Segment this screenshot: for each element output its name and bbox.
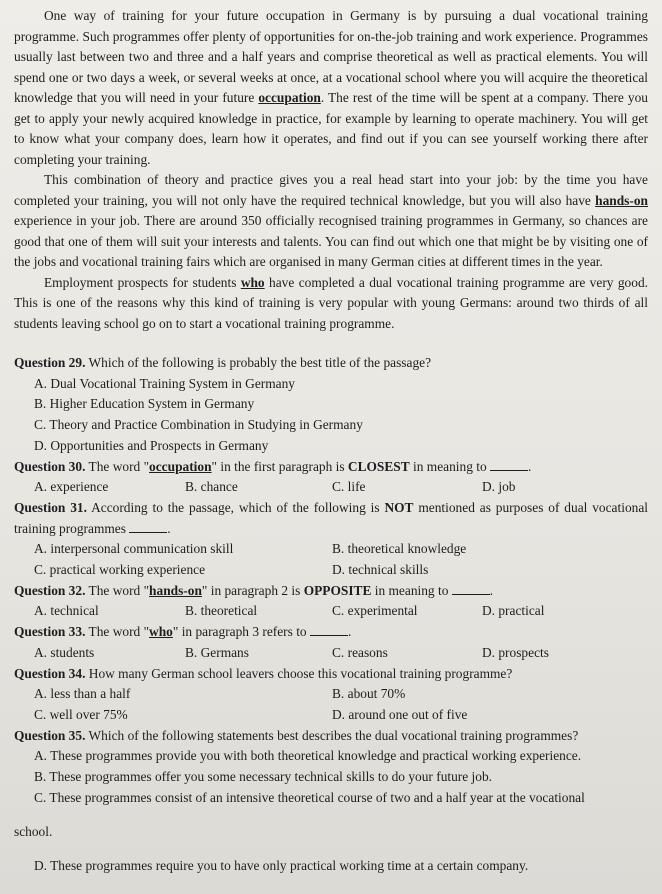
option-c[interactable]: C. These programmes consist of an intensive theoretical course of two and a half year at the vocational xyxy=(34,789,585,805)
text-run: Employment prospects for students xyxy=(44,274,241,290)
option-c-continuation: school. xyxy=(14,823,53,839)
passage-paragraph-1 xyxy=(14,6,648,170)
option-a[interactable]: A. interpersonal communication skill xyxy=(34,541,234,557)
question-label: Question 33. xyxy=(14,624,86,640)
option-d[interactable]: D. job xyxy=(482,479,516,495)
question-label: Question 34. xyxy=(14,665,86,681)
stem-text: in meaning to xyxy=(371,582,449,598)
option-b[interactable]: B. chance xyxy=(185,479,238,495)
question-label: Question 32. xyxy=(14,582,86,598)
stem-text: " in paragraph 2 is xyxy=(201,582,304,598)
option-d[interactable]: D. prospects xyxy=(482,644,549,660)
stem-text: . xyxy=(528,458,532,474)
underlined-word-occupation: occupation xyxy=(258,90,321,105)
option-d[interactable]: D. Opportunities and Prospects in Germany xyxy=(34,437,269,453)
target-word: occupation xyxy=(149,458,212,474)
option-b[interactable]: B. theoretical xyxy=(185,603,258,619)
question-label: Question 31. xyxy=(14,499,87,515)
option-c[interactable]: C. experimental xyxy=(332,603,418,619)
option-a[interactable]: A. Dual Vocational Training System in Germany xyxy=(34,375,295,391)
option-a[interactable]: A. students xyxy=(34,644,95,660)
question-34 xyxy=(14,664,648,726)
question-label: Question 30. xyxy=(14,458,86,474)
question-label: Question 29. xyxy=(14,355,86,370)
question-33 xyxy=(14,622,648,663)
answer-blank xyxy=(490,460,528,471)
stem-text: The word " xyxy=(85,582,150,598)
option-d[interactable]: D. These programmes require you to have only practical working time at a certain company. xyxy=(34,857,529,873)
option-a[interactable]: A. technical xyxy=(34,603,99,619)
target-word: who xyxy=(149,624,173,640)
underlined-word-who: who xyxy=(240,274,265,290)
option-d[interactable]: D. practical xyxy=(482,603,545,619)
question-stem: How many German school leavers choose this vocational training programme? xyxy=(85,665,513,681)
stem-text: . xyxy=(347,624,352,640)
stem-text: . xyxy=(489,582,494,598)
question-stem: Which of the following statements best describes the dual vocational training programmes? xyxy=(85,727,579,743)
option-c[interactable]: C. well over 75% xyxy=(34,706,128,722)
option-a[interactable]: A. less than a half xyxy=(34,686,131,702)
stem-text: mentioned as purposes of dual vocational training programmes xyxy=(14,499,648,536)
option-a[interactable]: A. experience xyxy=(34,479,109,495)
question-30 xyxy=(14,457,648,498)
question-35 xyxy=(14,726,648,877)
answer-blank xyxy=(452,584,490,595)
question-29 xyxy=(14,353,648,457)
option-c[interactable]: C. life xyxy=(332,479,366,495)
target-word: hands-on xyxy=(149,582,202,598)
option-d[interactable]: D. around one out of five xyxy=(332,706,468,722)
option-b[interactable]: B. Germans xyxy=(185,644,249,660)
stem-text: The word " xyxy=(85,458,150,474)
question-32 xyxy=(14,581,648,622)
text-run: . The rest of the time will be spent at a company. There you get to apply your newly acquired knowledge in practice, for example by learning to operate machinery. You will get to know what your company does, learn how it operates, and find out if you can see yourself working there after completing your training. xyxy=(14,90,648,167)
key-word: OPPOSITE xyxy=(303,582,372,598)
option-c[interactable]: C. Theory and Practice Combination in Studying in Germany xyxy=(34,417,363,433)
stem-text: According to the passage, which of the following is xyxy=(86,499,385,515)
answer-blank xyxy=(310,625,348,636)
text-run: One way of training for your future occupation in Germany is by pursuing a dual vocational training programme. Such programmes offer plenty of opportunities for on-the-job training and work experience. Programmes usually last between two and three and a half years and comprise theoretical as well as practical elements. You will spend one or two days a week, or several weeks at once, at a vocational school where you will acquire the theoretical knowledge that you will need in your future xyxy=(14,8,648,105)
option-b[interactable]: B. Higher Education System in Germany xyxy=(34,396,255,412)
text-run: experience in your job. There are around 350 officially recognised training programmes in Germany, so chances are good that one of them will suit your interests and talents. You can find out which one that might be by visiting one of the jobs and vocational training fairs which are organised in many German cities at different times in the year. xyxy=(14,213,648,269)
underlined-word-hands-on: hands-on xyxy=(595,192,648,208)
passage-paragraph-2 xyxy=(14,170,648,273)
option-c[interactable]: C. practical working experience xyxy=(34,562,206,578)
option-b[interactable]: B. about 70% xyxy=(332,686,406,702)
option-a[interactable]: A. These programmes provide you with both theoretical knowledge and practical working experience. xyxy=(34,748,582,764)
question-label: Question 35. xyxy=(14,727,86,743)
question-stem: Which of the following is probably the best title of the passage? xyxy=(85,355,432,370)
text-run: have completed a dual vocational training programme are very good. This is one of the reasons why this kind of training is very popular with young Germans: around two thirds of all students leaving school go on to start a vocational training programme. xyxy=(14,274,648,331)
text-run: This combination of theory and practice gives you a real head start into your job: by the time you have completed your training, you will not only have the required technical knowledge, but you will also have xyxy=(14,172,648,208)
key-word: CLOSEST xyxy=(347,458,410,474)
stem-text: in meaning to xyxy=(409,458,487,474)
key-word: NOT xyxy=(384,499,414,515)
option-d[interactable]: D. technical skills xyxy=(332,562,429,578)
answer-blank xyxy=(129,522,167,533)
option-b[interactable]: B. theoretical knowledge xyxy=(332,541,467,557)
stem-text: The word " xyxy=(85,624,150,640)
option-c[interactable]: C. reasons xyxy=(332,644,388,660)
question-31 xyxy=(14,498,648,581)
stem-text: . xyxy=(167,520,171,536)
passage-paragraph-3 xyxy=(14,273,648,335)
stem-text: " in paragraph 3 refers to xyxy=(172,624,307,640)
spacer xyxy=(14,334,648,353)
stem-text: " in the first paragraph is xyxy=(211,458,348,474)
option-b[interactable]: B. These programmes offer you some necessary technical skills to do your future job. xyxy=(34,769,493,785)
